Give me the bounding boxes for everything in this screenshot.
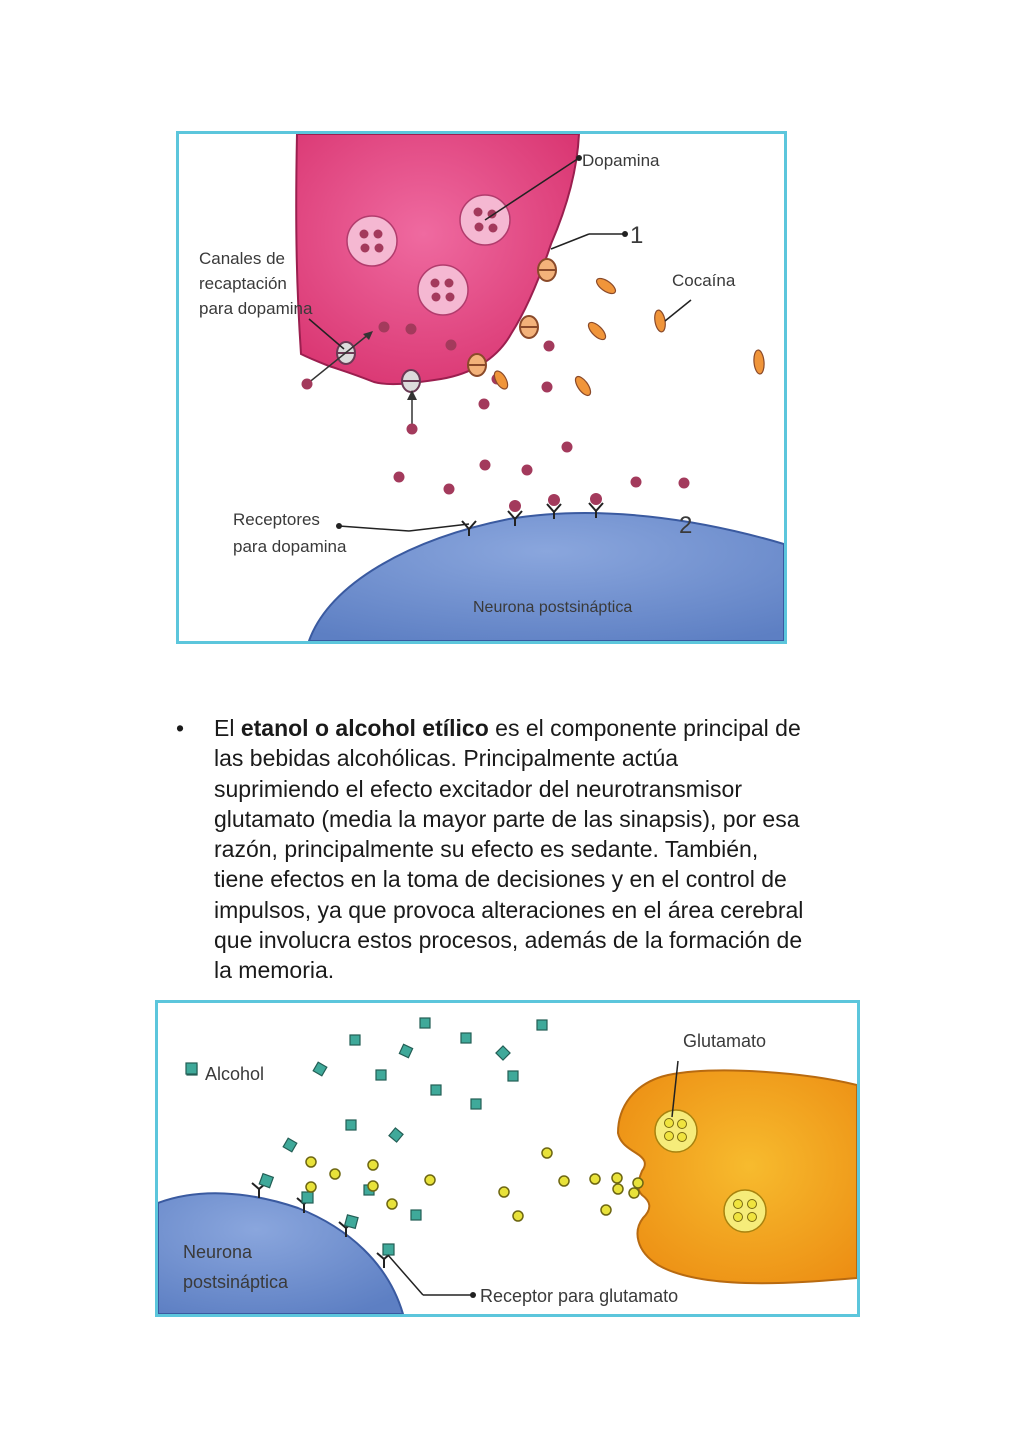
reuptake-channel bbox=[468, 354, 486, 376]
channels-label-line2: recaptación bbox=[199, 274, 287, 293]
vesicle bbox=[724, 1190, 766, 1232]
reuptake-channel bbox=[520, 316, 538, 338]
marker-1: 1 bbox=[630, 222, 644, 249]
paragraph-line: tiene efectos en la toma de decisiones y en el control de bbox=[214, 866, 787, 893]
vesicle bbox=[418, 265, 468, 315]
paragraph-line: razón, principalmente su efecto es sedante. También, bbox=[214, 836, 759, 863]
channels-label-line3: para dopamina bbox=[199, 299, 313, 318]
postsynaptic-label-line2: postsináptica bbox=[183, 1272, 289, 1292]
paragraph-line: El etanol o alcohol etílico es el componente principal de bbox=[214, 715, 801, 741]
postsynaptic-neuron bbox=[309, 513, 784, 641]
reuptake-channel bbox=[538, 259, 556, 281]
paragraph-line: glutamato (media la mayor parte de las sinapsis), por esa bbox=[214, 805, 800, 832]
reuptake-channel bbox=[402, 370, 420, 392]
bullet-icon: • bbox=[176, 715, 185, 741]
dopamine-label: Dopamina bbox=[582, 151, 660, 170]
alcohol-label: Alcohol bbox=[205, 1064, 265, 1084]
paragraph-line: impulsos, ya que provoca alteraciones en el área cerebral bbox=[214, 896, 804, 923]
presynaptic-neuron bbox=[618, 1070, 857, 1283]
glutamate-label: Glutamato bbox=[683, 1031, 767, 1051]
paragraph-text bbox=[214, 713, 886, 986]
bold-term: etanol o alcohol etílico bbox=[240, 715, 489, 741]
receptors-label-line2: para dopamina bbox=[233, 537, 347, 556]
cocaine-label: Cocaína bbox=[672, 271, 736, 290]
vesicle bbox=[655, 1110, 697, 1152]
postsynaptic-label-line1: Neurona bbox=[183, 1242, 253, 1262]
vesicle bbox=[347, 216, 397, 266]
dopamine-synapse-figure bbox=[176, 131, 787, 644]
receptor-label: Receptor para glutamato bbox=[480, 1286, 679, 1306]
paragraph-line: que involucra estos procesos, además de la formación de bbox=[214, 927, 803, 954]
paragraph-line: la memoria. bbox=[214, 957, 335, 984]
paragraph-line: suprimiendo el efecto excitador del neurotransmisor bbox=[214, 775, 742, 802]
receptors-label-line1: Receptores bbox=[233, 510, 320, 529]
alcohol-legend-icon bbox=[186, 1063, 197, 1074]
glutamate-synapse-figure bbox=[155, 1000, 860, 1317]
channels-label-line1: Canales de bbox=[199, 249, 286, 268]
postsynaptic-label: Neurona postsináptica bbox=[473, 599, 633, 616]
alcohol-molecules bbox=[187, 1018, 547, 1220]
paragraph-line: las bebidas alcohólicas. Principalmente actúa bbox=[214, 745, 679, 772]
marker-2: 2 bbox=[679, 512, 693, 539]
glutamate-molecules bbox=[306, 1148, 643, 1221]
dopamine-synapse-diagram bbox=[179, 134, 784, 641]
glutamate-synapse-diagram bbox=[158, 1003, 857, 1314]
